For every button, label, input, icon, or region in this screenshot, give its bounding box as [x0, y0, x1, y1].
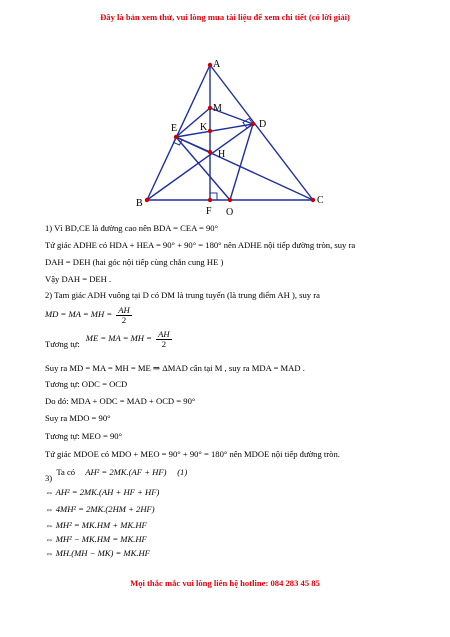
fraction [116, 306, 131, 324]
label-b: B [136, 198, 143, 209]
solution-line-6 [45, 306, 134, 324]
ta-co-label: Ta có [56, 467, 76, 477]
similar-equation: ME = MA = MH = [85, 333, 152, 344]
fraction-numerator: AH [118, 305, 130, 315]
point-k [208, 129, 212, 133]
label-m: M [213, 103, 222, 114]
solution-line-7 [45, 330, 174, 348]
label-a: A [213, 59, 221, 70]
solution-line-14 [45, 467, 188, 483]
point-m [208, 106, 212, 110]
solution-line-10: Do đó: MDA + ODC = MAD + OCD = 90° [45, 396, 196, 406]
solution-line-2: Tứ giác ADHE có HDA + HEA = 90° + 90° = 180° nên ADHE nội tiếp đường tròn, suy ra [45, 240, 356, 250]
side-ac [210, 65, 313, 200]
fraction-2 [156, 330, 171, 348]
point-c [311, 198, 315, 202]
solution-line-18: ⇔ MH² − MK.HM = MK.HF [45, 534, 147, 544]
solution-line-8: Suy ra MD = MA = MH = ME ⇒ ΔMAD cân tại M , suy ra MDA = MAD . [45, 363, 305, 373]
solution-line-11: Suy ra MDO = 90° [45, 413, 111, 423]
point-h [208, 150, 212, 154]
similar-label: Tương tự: [45, 338, 80, 349]
solution-line-12: Tương tự: MEO = 90° [45, 431, 123, 441]
equation-1: AH² = 2MK.(AF + HF) (1) [85, 467, 188, 477]
solution-line-3: DAH = DEH (hai góc nội tiếp cùng chắn cung HE ) [45, 257, 224, 267]
point-e [174, 135, 178, 139]
point-a [208, 63, 212, 67]
part-3-label: 3) [45, 473, 53, 483]
solution-line-5: 2) Tam giác ADH vuông tại D có DM là trung tuyến (là trung điểm AH ), suy ra [45, 290, 320, 300]
segment-do [230, 124, 253, 200]
point-o [228, 198, 232, 202]
solution-line-17: ⇔ MH² = MK.HM + MK.HF [45, 520, 147, 530]
preview-banner: Đây là bản xem thử, vui lòng mua tài liệu để xem chi tiết (có lời giải) [100, 12, 350, 22]
fraction-2-denominator: 2 [161, 338, 166, 349]
solution-line-16: ⇔ 4MH² = 2MK.(2HM + 2HF) [45, 504, 155, 514]
point-d [251, 122, 255, 126]
point-f [208, 198, 212, 202]
point-b [145, 198, 149, 202]
label-h: H [218, 149, 226, 160]
label-d: D [259, 119, 267, 130]
hotline-banner: Mọi thắc mắc vui lòng liên hệ hotline: 084 283 45 85 [130, 578, 320, 588]
segment-ed [176, 124, 253, 137]
fraction-2-numerator: AH [158, 329, 170, 339]
solution-line-4: Vậy DAH = DEH . [45, 274, 112, 284]
label-e: E [171, 123, 178, 134]
solution-line-13: Tứ giác MDOE có MDO + MEO = 90° + 90° = 180° nên MDOE nội tiếp đường tròn. [45, 449, 340, 459]
label-c: C [317, 195, 324, 206]
fraction-denominator: 2 [121, 314, 127, 325]
label-o: O [226, 207, 234, 218]
label-f: F [206, 206, 212, 217]
solution-line-9: Tương tự: ODC = OCD [45, 379, 128, 389]
median-equation: MD = MA = MH = [45, 309, 113, 320]
altitude-bd [147, 124, 253, 200]
solution-line-19: ⇔ MH.(MH − MK) = MK.HF [45, 548, 150, 558]
solution-line-15: ⇔ AH² = 2MK.(AH + HF + HF) [45, 487, 160, 497]
solution-line-1: 1) Vì BD,CE là đường cao nên BDA = CEA = 90° [45, 223, 219, 233]
label-k: K [200, 122, 208, 133]
